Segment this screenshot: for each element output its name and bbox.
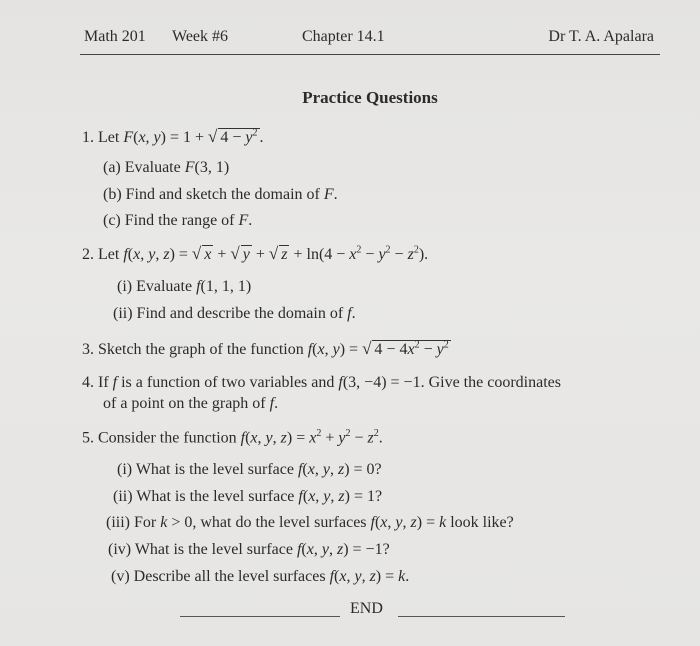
question-2i: (i) Evaluate f(1, 1, 1) — [117, 278, 252, 295]
end-marker — [180, 600, 565, 620]
question-5v: (v) Describe all the level surfaces f(x, y, z) = k. — [111, 568, 410, 585]
question-5iii: (iii) For k > 0, what do the level surfaces f(x, y, z) = k look like? — [106, 514, 514, 531]
question-5iv: (iv) What is the level surface f(x, y, z) = −1? — [108, 541, 390, 558]
question-1b: (b) Find and sketch the domain of F. — [103, 186, 338, 203]
question-5i: (i) What is the level surface f(x, y, z) = 0? — [117, 461, 382, 478]
question-number: 2. — [82, 246, 94, 263]
end-rule-right — [398, 616, 565, 617]
question-5: 5. Consider the function f(x, y, $z) = x^2 + y^2 - z^2$. — [82, 428, 383, 447]
question-3: 3. Sketch the graph of the function f(x, y) = √ $4 - 4x^2 - y^2$ — [82, 339, 449, 358]
question-1c: (c) Find the range of F. — [103, 212, 253, 229]
question-4-cont: of a point on the graph of f. — [103, 395, 279, 412]
question-1: 1. Let F(x, y) = 1 + √ $4 - y^2$ . — [82, 127, 264, 146]
course-name: Math 201 — [84, 28, 146, 45]
question-number: 1. — [82, 129, 94, 146]
page-title: Practice Questions — [302, 88, 438, 107]
question-1a: (a) Evaluate F(3, 1) — [103, 159, 230, 176]
question-number: 4. — [82, 374, 94, 391]
question-number: 5. — [82, 429, 94, 447]
week-label: Week #6 — [172, 28, 229, 45]
chapter-label: Chapter 14.1 — [302, 28, 385, 45]
end-rule-left — [180, 616, 340, 617]
question-4: 4. If f is a function of two variables and f(3, −4) = −1. Give the coordinates — [82, 374, 561, 391]
header — [80, 24, 660, 55]
question-5ii: (ii) What is the level surface f(x, y, z) = 1? — [113, 488, 383, 505]
question-number: 3. — [82, 341, 94, 358]
instructor-name: Dr T. A. Apalara — [548, 28, 654, 45]
question-2: 2. Let f(x, y, z) = √ x + √ y + √ $z + \ln(4 - x^2 - y^2 - z^2)$. — [82, 244, 429, 263]
end-label: END — [350, 600, 383, 617]
question-2ii: (ii) Find and describe the domain of f. — [113, 305, 356, 322]
